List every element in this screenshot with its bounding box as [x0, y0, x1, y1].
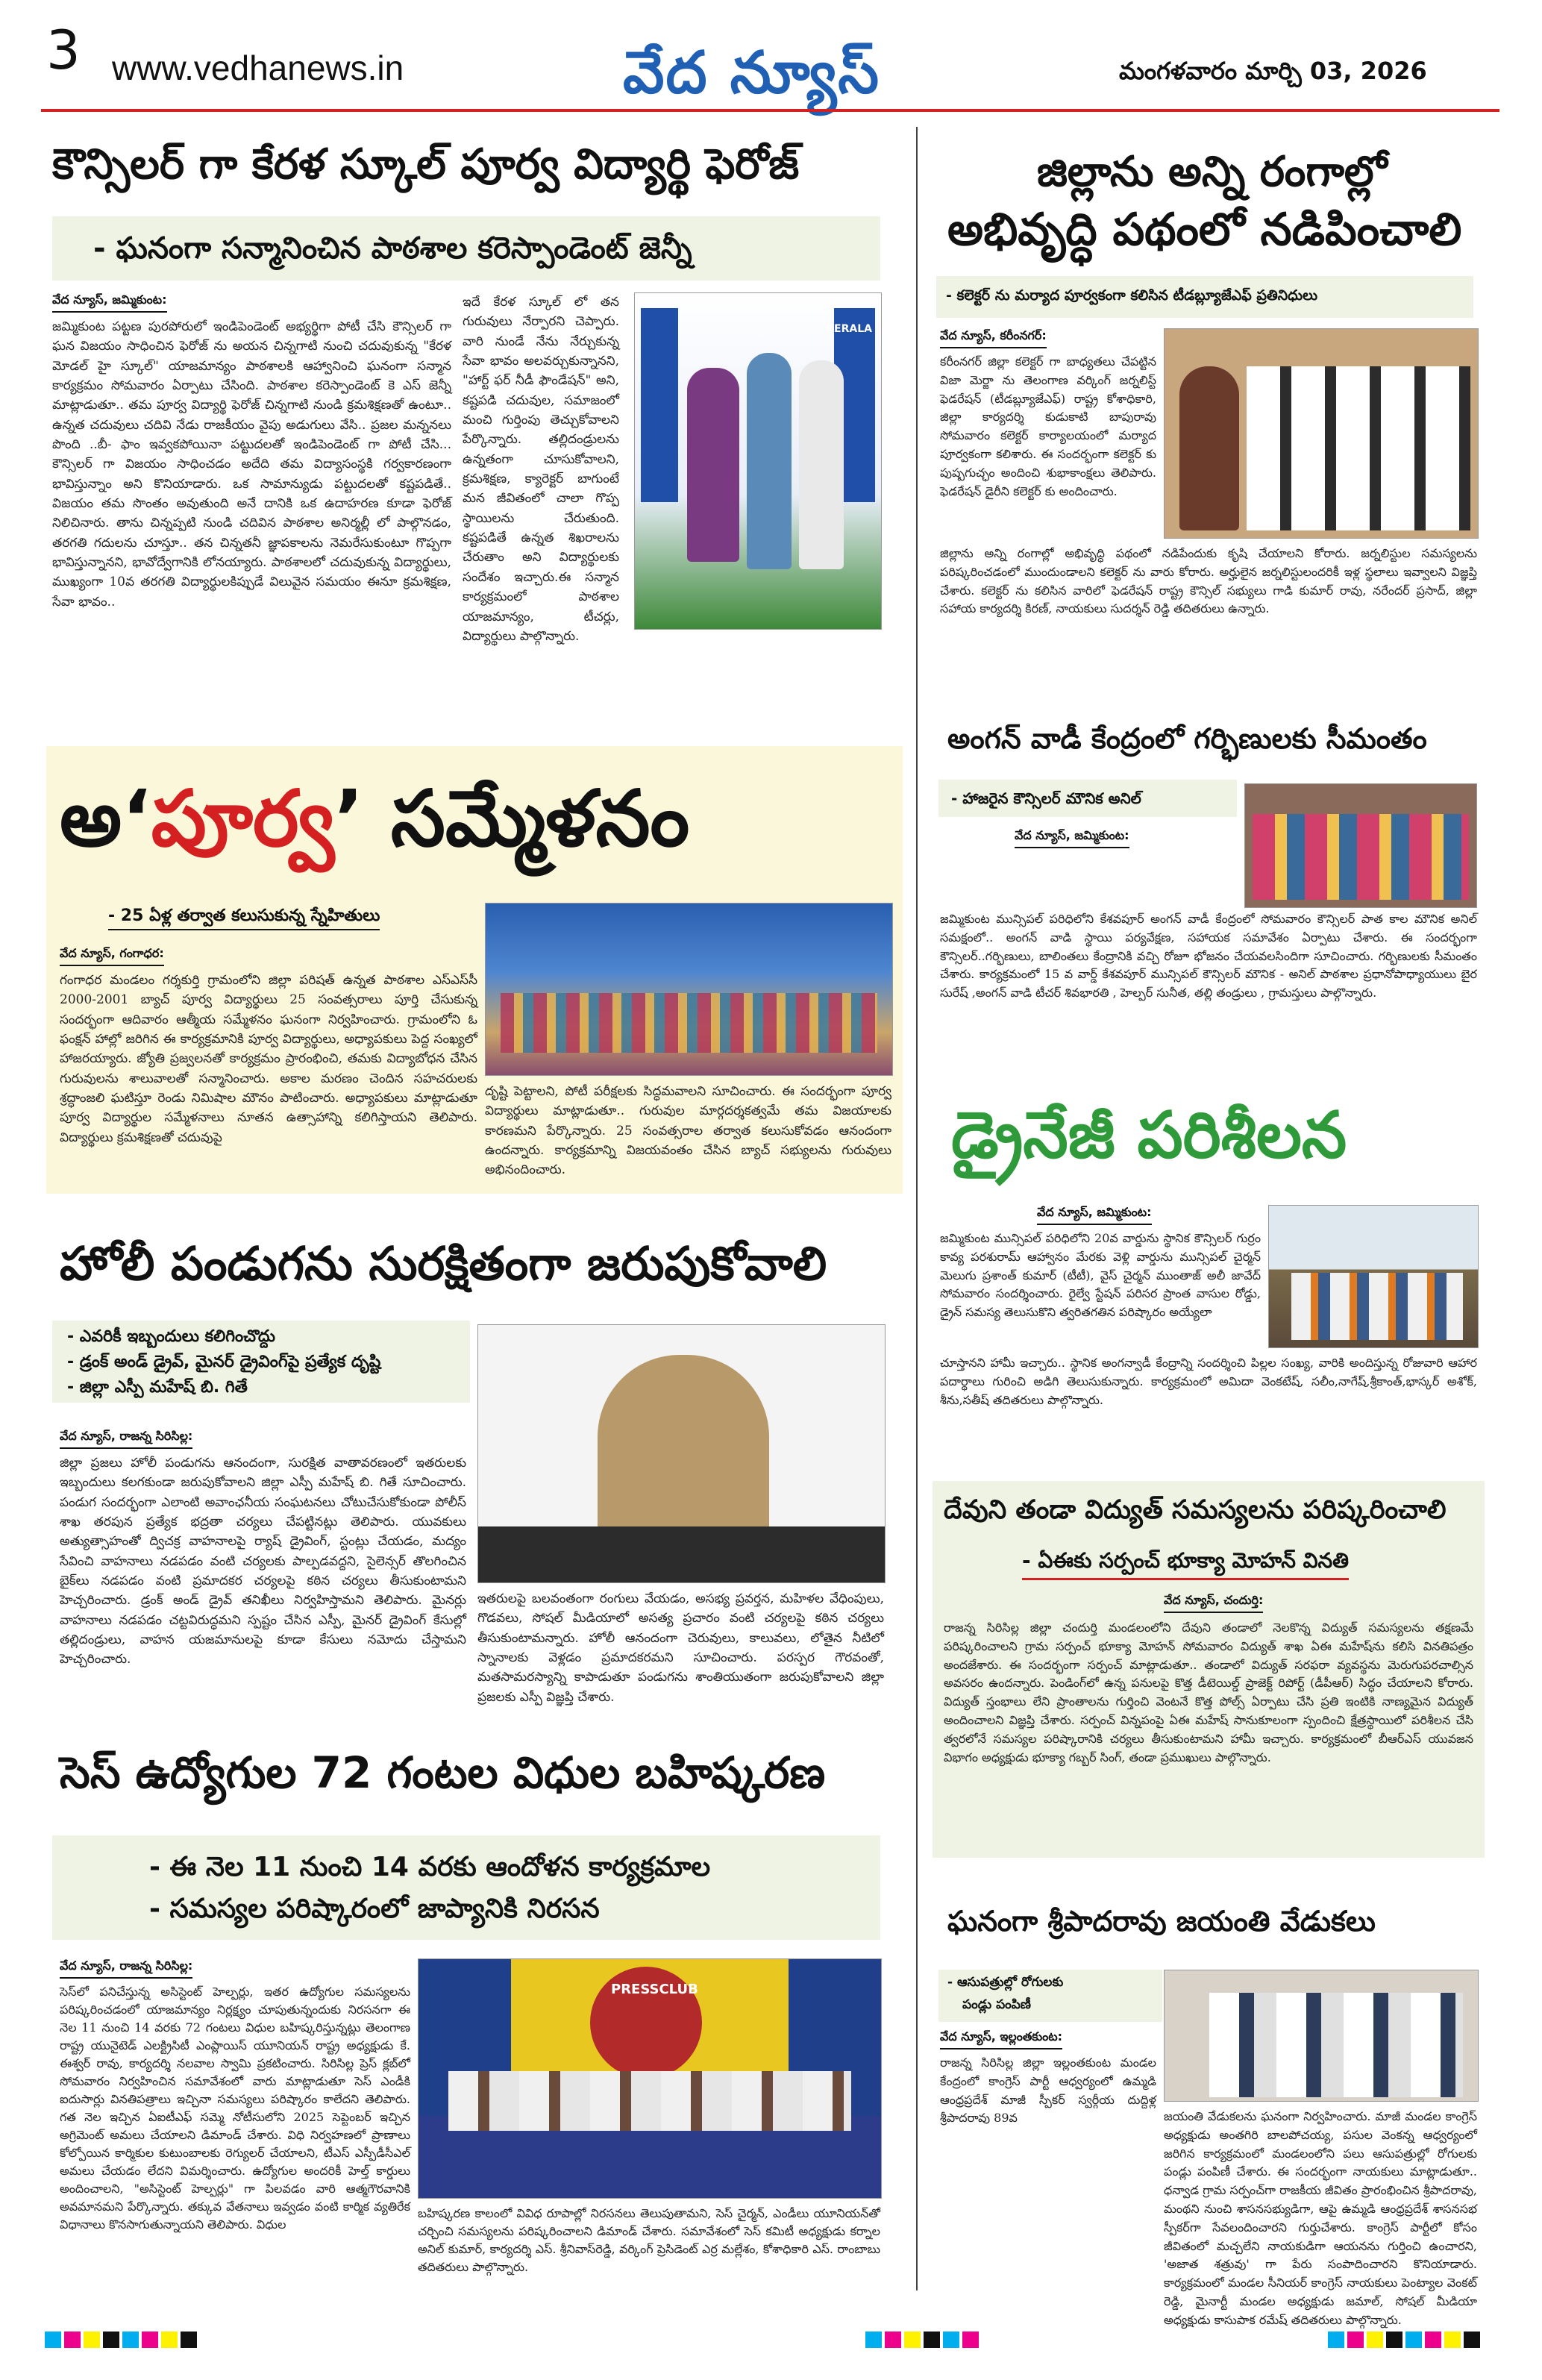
article3-bullet-2: - డ్రంక్ అండ్ డ్రైవ్, మైనర్ డ్రైవింగ్‌పై ప్రత్యేక దృష్టి: [67, 1353, 381, 1371]
article4-headline: సెస్ ఉద్యోగుల 72 గంటల విధుల బహిష్కరణ: [60, 1747, 826, 1798]
article9-subhead-line1: - ఆసుపత్రుల్లో రోగులకు: [947, 1975, 1064, 1990]
article4-bullet-2: - సమస్యల పరిష్కారంలో జాప్యానికి నిరసన: [149, 1894, 600, 1924]
person-right: [799, 360, 844, 569]
article9-photo: [1164, 1970, 1479, 2102]
article2-headline-post: సమ్మేళనం: [363, 773, 690, 864]
collector-figure: [1179, 366, 1239, 530]
article1-body: [52, 292, 451, 612]
article1-text-right: ఇదే కేరళ స్కూల్ లో తన గురువులు నేర్పారని చెప్పారు. వారి నుండే నేను నేర్చుకున్న సేవా భావం అలవర్చుకున్నానని, "హార్ట్ ఫర్ నీడీ ఫౌండేషన్" అని, కష్టపడి చదువుల, సమాజంలో మంచి గుర్తింపు తెచ్చుకోవాలని పేర్కొన్నారు. తల్లిదండ్రులను ఉన్నతంగా చూసుకోవాలని, క్రమశిక్షణ, క్యారెక్టర్ బాగుంటే మన జీవితంలో చాలా గొప్ప స్థాయిలను చేరుతుంది. కష్టపడితే ఉన్నత శిఖరాలను చేరుతాం అని విద్యార్థులకు సందేశం ఇచ్చారు.ఈ సన్మాన కార్యక్రమంలో పాఠశాల యాజమాన్యం, టీచర్లు, విద్యార్థులు పాల్గొన్నారు.: [463, 295, 619, 644]
article1-dateline: వేద న్యూస్, జమ్మికుంట:: [52, 292, 167, 313]
page-number: 3: [46, 19, 81, 81]
group-row: [501, 993, 877, 1053]
article4-bullet-1: - ఈ నెల 11 నుంచి 14 వరకు ఆందోళన కార్యక్రమాల: [149, 1852, 711, 1882]
issue-date: మంగళవారం మార్చి 03, 2026: [1119, 57, 1427, 85]
article4-dateline: వేద న్యూస్, రాజన్న సిరిసిల్ల:: [60, 1958, 192, 1979]
article7-dateline: వేద న్యూస్, జమ్మికుంట:: [1037, 1205, 1152, 1225]
article5-body: [940, 328, 1156, 501]
article6-headline: అంగన్ వాడీ కేంద్రంలో గర్భిణులకు సీమంతం: [947, 722, 1427, 755]
article3-body: [60, 1429, 466, 1670]
column-divider: [916, 127, 918, 2290]
article5-headline-line1: జిల్లాను అన్ని రంగాల్లో: [1037, 148, 1388, 196]
article2-headline-open-quote: ‘: [122, 773, 151, 864]
article1-text-left: జమ్మికుంట పట్టణ పురపోరులో ఇండిపెండెంట్ అభ్యర్థిగా పోటీ చేసి కౌన్సిలర్ గా ఘన విజయం సాధించిన ఫెరోజ్ ను అయన చిన్నగాటి నుంచి చదువుకున్న "కేరళ మోడల్ హై స్కూల్" యాజమాన్యం పాఠశాలకి ఆహ్వానించి ఘనంగా సన్మాన కార్యక్రమం సోమవారం ఏర్పాటు చేసింది. పాఠశాల కరెస్పాండెంట్ కె ఎస్ జెన్నీ మాట్లాడుతూ.. తమ పూర్వ విద్యార్థి ఫెరోజ్ చిన్నగాటి నుండి క్రమశిక్షణతో ఉంటూ.. ఉన్నత చదువులు చదివి నేడు రాజకీయం వైపు అడుగులు వేసి.. ప్రజల మన్ననలు పొంది ..బీ- ఫాం ఇవ్వకపోయినా పట్టుదలతో ఇండిపెండెంట్ గా పోటీ చేసి... కౌన్సిలర్ గా విజయం సాధించడం అదేది తమ విద్యాసంస్థకి గర్వకారణంగా భావిస్తున్నాం అని కొనియాడారు. ఒక సామాన్యుడు పట్టుదలతో కష్టపడితే.. విజయం తమ సొంతం అవుతుంది అనే దానికి ఒక ఉదాహరణ కూడా ఫెరోజ్ నిలిచినారు. తాను చిన్నప్పటి నుండి చదివిన పాఠశాల అనిర్మల్లీ లో పాల్గొనడం, తరగతి గదులను చూస్తూ.. తన చిన్నతనీ జ్ఞాపకాలను నెమరేసుకుంటూ గొప్పగా భావిస్తున్నానని, భావోద్వేగానికి లోనయ్యారు. పాఠశాలలో చదువుకున్న విద్యార్థులు, ముఖ్యంగా 10వ తరగతి విద్యార్థులకిప్పుడే విలువైన సమయం ఈనూ క్రమశిక్షణ, సేవా భావం..: [52, 319, 451, 610]
article9-headline: ఘనంగా శ్రీపాదరావు జయంతి వేడుకలు: [947, 1905, 1376, 1938]
person-woman: [687, 368, 739, 562]
article8-text: రాజన్న సిరిసిల్ల జిల్లా చందుర్తి మండలంలోని దేవుని తండాలో నెలకొన్న విద్యుత్ సమస్యలను తక్షణమే పరిష్కరించాలని గ్రామ సర్పంచ్ భూక్యా మోహన్ సోమవారం విద్యుత్ శాఖ ఏఈ మహేష్‌ను కలిసి వినతిపత్రం అందజేశారు. ఈ సందర్భంగా సర్పంచ్ మాట్లాడుతూ.. తండాలో విద్యుత్ సరఫరా వ్యవస్థను మెరుగుపరచాల్సిన అవసరం ఉందన్నారు. పెండింగ్‌లో ఉన్న పనులపై కొత్త డీటెయిల్డ్ ప్రాజెక్ట్ రిపోర్ట్ (డీపీఆర్) సిద్ధం చేయాలని కోరారు. విద్యుత్ స్తంభాలు లేని ప్రాంతాలను గుర్తించి వెంటనే కొత్త పోల్స్ ఏర్పాటు చేసి ప్రతి ఇంటికి నాణ్యమైన విద్యుత్ అందించాలని విజ్ఞప్తి చేశారు. సర్పంచ్ విన్నపంపై ఏఈ మహేష్ సానుకూలంగా స్పందించి క్షేత్రస్థాయిలో పరిశీలన చేసి త్వరలోనే సమస్యల పరిష్కారానికి చర్యలు తీసుకుంటామని హామీ ఇచ్చారు. కార్యక్రమంలో బీఆర్ఎస్ యువజన విభాగం అధ్యక్షుడు భూక్యా గబ్బర్ సింగ్, తండా ప్రముఖులు పాల్గొన్నారు.: [944, 1620, 1473, 1764]
article1-headline: కౌన్సిలర్ గా కేరళ స్కూల్ పూర్వ విద్యార్థి ఫెరోజ్: [52, 140, 800, 189]
article9-text-bottom: జయంతి వేడుకలను ఘనంగా నిర్వహించారు. మాజీ మండల కాంగ్రెస్ అధ్యక్షుడు అంతగిరి బాలపోచయ్య, పసుల వెంకన్న ఆధ్వర్యంలో జరిగిన కార్యక్రమంలో మండలంలోని పలు ఆసుపత్రుల్లో రోగులకు పండ్లు పంపిణీ చేశారు. ఈ సందర్భంగా నాయకులు మాట్లాడుతూ.. ధన్వాడ గ్రామ సర్పంచ్‌గా రాజకీయ జీవితం ప్రారంభించిన శ్రీపాదరావు, మంథని నుంచి శాసనసభ్యుడిగా, ఆపై ఉమ్మడి ఆంధ్రప్రదేశ్ శాసనసభ స్పీకర్‌గా సేవలందించారని గుర్తుచేశారు. కాంగ్రెస్ పార్టీలో కోసం జీవితంలో మచ్చలేని నాయకుడిగా ఆయనను గుర్తించి ఉంచారని, 'అజాత శత్రువు' గా పేరు సంపాదించారని కొనియాడారు. కార్యక్రమంలో మండల సీనియర్ కాంగ్రెస్ నాయకులు పెంట్యాల వెంకట్ రెడ్డి, మైనార్టీ మండల అధ్యక్షుడు జమాల్, సోషల్ మీడియా అధ్యక్షుడు కాసుపాక రమేష్ తదితరులు పాల్గొన్నారు.: [1164, 2109, 1477, 2327]
print-color-bar-center: [865, 2332, 982, 2351]
article3-dateline: వేద న్యూస్, రాజన్న సిరిసిల్ల:: [60, 1429, 192, 1449]
article4-bullets: [149, 1847, 710, 1930]
masthead-rule: [41, 109, 1499, 112]
article2-subhead: - 25 ఏళ్ల తర్వాత కలుసుకున్న స్నేహితులు: [108, 906, 380, 930]
print-color-bar-left: [45, 2332, 200, 2351]
article3-text-left: జిల్లా ప్రజలు హోలీ పండుగను ఆనందంగా, సురక్షిత వాతావరణంలో ఇతరులకు ఇబ్బందులు కలగకుండా జరుపుకోవాలని జిల్లా ఎస్పీ మహేష్ బి. గితే సూచించారు. పండుగ సందర్భంగా ఎలాంటి అవాంఛనీయ సంఘటనలు చోటుచేసుకోకుండా పోలీస్ శాఖ తరపున ప్రత్యేక భద్రతా చర్యలు చేపట్టినట్లు తెలిపారు. యువకులు అత్యుత్సాహంతో ద్విచక్ర వాహనాలపై ర్యాష్ డ్రైవింగ్, స్టంట్లు చేయడం, మద్యం సేవించి వాహనాలు నడపడం వంటి చర్యలకు పాల్పడవద్దని, సైలెన్సర్ తొలగించిన బైక్‌లు నడపడం వంటి ప్రమాదకర చర్యలపై కఠిన చర్యలు తీసుకుంటామని హెచ్చరించారు. డ్రంక్ అండ్ డ్రైవ్ తనిఖీలు నిర్వహిస్తామని తెలిపారు. మైనర్లు వాహనాలు నడపడం చట్టవిరుద్ధమని స్పష్టం చేసిన ఎస్పీ, మైనర్ డ్రైవింగ్ కేసుల్లో తల్లిదండ్రులు, వాహన యజమానులపై కూడా కేసులు నమోదు చేస్తామని హెచ్చరించారు.: [60, 1456, 466, 1667]
article4-body: [60, 1958, 410, 2234]
article7-photo: [1268, 1205, 1479, 1348]
article2-headline-red: పూర్వ: [151, 773, 335, 864]
article9-dateline: వేద న్యూస్, ఇల్లంతకుంట:: [940, 2029, 1062, 2049]
delegation-figures: [1247, 366, 1470, 530]
article2-headline-pre: అ: [60, 773, 122, 864]
article5-text-left: కరీంనగర్ జిల్లా కలెక్టర్ గా బాధ్యతలు చేపట్టిన విజా మెర్జా ను తెలంగాణ వర్కింగ్ జర్నలిస్ట్ ఫెడరేషన్ (టీడబ్ల్యూజేఎఫ్) రాష్ట్ర కోశాధికారి, జిల్లా కార్యదర్శి కుడుకాటి బాపురావు సోమవారం కలెక్టర్ కార్యాలయంలో మర్యాద పూర్వకంగా కలిశారు. ఈ సందర్భంగా కలెక్టర్ కు పుష్పగుచ్ఛం అందించి శుభాకాంక్షలు తెలిపారు. ఫెడరేషన్ డైరీని కలెక్టర్ కు అందించారు.: [940, 354, 1156, 498]
article2-headline: [60, 773, 690, 864]
article5-photo: [1164, 328, 1479, 539]
article3-text-bottom: ఇతరులపై బలవంతంగా రంగులు వేయడం, అసభ్య ప్రవర్తన, మహిళల వేధింపులు, గొడవలు, సోషల్ మీడియాలో అసత్య ప్రచారం వంటి చర్యలపై కఠిన చర్యలు తీసుకుంటామన్నారు. హోలీ ఆనందంగా చెరువులు, కాలువలు, లోతైన నీటిలో స్నానాలకు వెళ్లడం ప్రమాదకరమని సూచించారు. పరస్పర గౌరవంతో, మతసామరస్యాన్ని కాపాడుతూ పండుగను శాంతియుతంగా జరుపుకోవాలని జిల్లా ప్రజలకు ఎస్పీ విజ్ఞప్తి చేశారు.: [477, 1591, 884, 1705]
article2-dateline: వేద న్యూస్, గంగాధర:: [60, 946, 164, 966]
article5-dateline: వేద న్యూస్, కరీంనగర్:: [940, 328, 1047, 348]
hospital-visitors: [1209, 1993, 1463, 2097]
article3-headline: హోలీ పండుగను సురక్షితంగా జరుపుకోవాలి: [60, 1236, 827, 1291]
article5-subhead: - కలెక్టర్ ను మర్యాద పూర్వకంగా కలిసిన టీడబ్ల్యూజేఎఫ్ ప్రతినిధులు: [946, 287, 1318, 304]
article5-headline-line2: అభివృద్ధి పథంలో నడిపించాలి: [947, 204, 1462, 256]
article2-headline-close-quote: ’: [334, 773, 364, 864]
kerala-banner-text: KERALA: [826, 323, 872, 335]
article4-text-left: సెస్‌లో పనిచేస్తున్న అసిస్టెంట్ హెల్పర్లు, ఇతర ఉద్యోగుల సమస్యలను పరిష్కరించడంలో యాజమాన్యం నిర్లక్ష్యం చూపుతున్నందుకు నిరసనగా ఈ నెల 11 నుంచి 14 వరకు 72 గంటలు విధుల బహిష్కరిస్తున్నట్లు తెలంగాణ రాష్ట్ర యునైటెడ్ ఎలక్ట్రిసిటీ ఎంప్లాయిస్ యూనియన్ రాష్ట్ర అధ్యక్షుడు కే. ఈశ్వర్ రావు, కార్యదర్శి నలవాల స్వామి ప్రకటించారు. సిరిసిల్ల ప్రెస్ క్లబ్‌లో సోమవారం నిర్వహించిన సమావేశంలో వారు మాట్లాడుతూ సెస్ ఎండీకి ఐదుసార్లు వినతిపత్రాలు ఇచ్చినా సమస్యలు పరిష్కారం కాలేదని తెలిపారు. గత నెల ఇచ్చిన ఏఐటీఎఫ్ సమ్మె నోటీసులోని 2025 సెప్టెంబర్ ఇచ్చిన అగ్రిమెంట్ అమలు చేయాలని డిమాండ్ చేశారు. విధి నిర్వహణలో ప్రాణాలు కోల్పోయిన కార్మికుల కుటుంబాలకు రెగ్యులర్ చేయాలని, టీఎస్ ఎస్పీడీసీఎల్ అమలు చేయడం లేదని విమర్శించారు. ఉద్యోగుల అందరికీ హెల్త్ కార్డులు అందించాలని, "అసిస్టెంట్ హెల్పర్లు" గా పిలవడం వారి ఆత్మగౌరవానికి అవమానమని పేర్కొన్నారు. తక్కువ వేతనాలు ఇవ్వడం వంటి కార్మిక వ్యతిరేక విధానాలు కొనసాగుతున్నాయని తెలిపారు. విధుల: [60, 1985, 410, 2232]
drainage-people: [1291, 1273, 1463, 1340]
article5-text-bottom: జిల్లాను అన్ని రంగాల్లో అభివృద్ధి పథంలో నడిపేందుకు కృషి చేయాలని కోరారు. జర్నలిస్టుల సమస్యలను పరిష్కరించడంలో ముందుండాలని కలెక్టర్ ను వారు కోరారు. అర్హులైన జర్నలిస్టులందరికీ ఇళ్ల స్థలాలు ఇవ్వాలని విజ్ఞప్తి చేశారు. కలెక్టర్ ను కలిసిన వారిలో ఫెడరేషన్ రాష్ట్ర కౌన్సిల్ సభ్యులు గాడి కుమార్ రావు, నరేందర్ ప్రసాద్, జిల్లా సహాయ కార్యదర్శి కిరణ్, నాయకులు సుదర్శన్ రెడ్డి తదితరులు ఉన్నారు.: [940, 546, 1477, 616]
article8-subhead: - ఏఈకు సర్పంచ్ భూక్యా మోహన్ వినతి: [1022, 1548, 1349, 1580]
person-center: [747, 353, 792, 569]
pressclub-text: PRESSCLUB: [611, 1982, 698, 1997]
print-color-bar-right: [1328, 2332, 1483, 2351]
article8-dateline: వేద న్యూస్, చందుర్తి:: [1164, 1593, 1263, 1613]
article9-subhead-line2: పండ్లు పంపిణీ: [962, 1997, 1031, 2012]
article3-bullets: [67, 1324, 470, 1400]
article6-subhead: - హాజరైన కౌన్సిలర్ మౌనిక అనిల్: [951, 789, 1141, 807]
article8-headline: దేవుని తండా విద్యుత్ సమస్యలను పరిష్కరించాలి: [944, 1495, 1447, 1525]
article7-body: [940, 1205, 1261, 1322]
article3-bullet-1: - ఎవరికీ ఇబ్బందులు కలిగించొద్దు: [67, 1327, 276, 1346]
article7-text-bottom: చూస్తానని హామీ ఇచ్చారు.. స్థానిక అంగన్వాడీ కేంద్రాన్ని సందర్శించి పిల్లల సంఖ్య, వారికి అందిస్తున్న రోజువారి ఆహార పదార్థాలు గురించి అడిగి తెలుసుకున్నారు. కార్యక్రమంలో అమిదా వెంకటేష్, సలీం,నాగేష్,శ్రీకాంత్,భాస్కర్ అశోక్, శీను,సతీష్ తదితరులు పాల్గొన్నారు.: [940, 1356, 1477, 1407]
kerala-banner-left: [641, 308, 678, 502]
article2-text-left: గంగాధర మండలం గర్శకుర్తి గ్రామంలోని జిల్లా పరిషత్ ఉన్నత పాఠశాల ఎస్ఎస్‌సీ 2000-2001 బ్యాచ్ పూర్వ విద్యార్థులు 25 సంవత్సరాలు పూర్తి చేసుకున్న సందర్భంగా ఆదివారం ఆత్మీయ సమ్మేళనం ఘనంగా నిర్వహించారు. గ్రామంలోని ఓ ఫంక్షన్ హాల్లో జరిగిన ఈ కార్యక్రమానికి పూర్వ విద్యార్థులు, అధ్యాపకులు పెద్ద సంఖ్యలో హాజరయ్యారు. జ్యోతి ప్రజ్వలనతో కార్యక్రమం ప్రారంభించి, తమకు విద్యాబోధన చేసిన గురువులను శాలువాలతో సన్మానించారు. అకాల మరణం చెందిన సహచరులకు శ్రద్ధాంజలి ఘటిస్తూ రెండు నిమిషాల మౌనం పాటించారు. అధ్యాపకులు మాట్లాడుతూ పూర్వ విద్యార్థుల సమ్మేళనాలు నూతన ఉత్సాహాన్ని కలిగిస్తాయని తెలిపారు. విద్యార్థులు క్రమశిక్షణతో చదువుపై: [60, 973, 477, 1145]
article7-text-left: జమ్మికుంట మున్సిపల్ పరిధిలోని 20వ వార్డును స్థానిక కౌన్సిలర్ గుర్రం కావ్య పరశురామ్ ఆహ్వానం మేరకు వెళ్లి వార్డును మున్సిపల్ చైర్మన్ మెలుగు ప్రశాంత్ కుమార్ (టీటీ), వైస్ చైర్మన్ ముంతాజ్ అలీ జావేద్ సోమవారం సందర్శించారు. రైల్వే స్టేషన్ పరిసర ప్రాంత వాసుల రోడ్డు, డ్రైన్ సమస్య తెలుసుకొని త్వరితగతిన పరిష్కారం అయ్యేలా: [940, 1231, 1261, 1320]
officer-desk: [478, 1526, 885, 1582]
article1-subhead: - ఘనంగా సన్మానించిన పాఠశాల కరెస్పాండెంట్ జెన్నీ: [93, 231, 692, 266]
article9-body: [940, 2029, 1156, 2128]
press-people: [448, 2071, 851, 2131]
article3-photo: [477, 1324, 886, 1583]
website-url[interactable]: www.vedhanews.in: [112, 48, 404, 87]
article4-photo: [418, 1958, 882, 2199]
article6-text: జమ్మికుంట మున్సిపల్ పరిధిలోని కేశవపూర్ అంగన్ వాడీ కేంద్రంలో సోమవారం కౌన్సిలర్ పాత కాల మౌనిక అనిల్ సమక్షంలో.. అంగన్ వాడి స్థాయి పర్యవేక్షణ, సహాయక సమావేశం ఏర్పాటు చేశారు. ఈ సందర్భంగా కౌన్సిలర్..గర్భిణులు, బాలింతలు కేంద్రానికి వచ్చి రోజూ భోజనం చేయవలసిందిగా సూచించారు. గర్భిణులకు సీమంతం చేశారు. కార్యక్రమంలో 15 వ వార్డ్ కేశవపూర్ మున్సిపల్ కౌన్సిలర్ మౌనిక - అనిల్ పాఠశాల ప్రధానోపాధ్యాయులు బైర సురేష్ ,అంగన్ వాడి టీచర్ శివభారతి , హెల్పర్ సునీత, తల్లి తండ్రులు , గ్రామస్తులు పాల్గొన్నారు.: [940, 912, 1477, 1000]
article2-photo: [485, 903, 893, 1076]
officer-figure: [598, 1355, 769, 1534]
article4-text-bottom: బహిష్కరణ కాలంలో వివిధ రూపాల్లో నిరసనలు తెలుపుతామని, సెస్ చైర్మన్, ఎండీలు యూనియన్‌తో చర్చించి సమస్యలను పరిష్కరించాలని డిమాండ్ చేశారు. సమావేశంలో సెస్ కమిటీ అధ్యక్షుడు కర్నాల అనిల్ కుమార్, కార్యదర్శి ఎస్. శ్రీనివాస్‌రెడ్డి, వర్కింగ్ ప్రెసిడెంట్ ఎర్ర మల్లేశం, కోశాధికారి ఎస్. రాంబాబు తదితరులు పాల్గొన్నారు.: [418, 2206, 880, 2274]
article7-headline: డ్రైనేజీ పరిశీలన: [951, 1098, 1347, 1173]
article2-body: [60, 946, 477, 1147]
masthead-logo: వేద న్యూస్: [623, 40, 881, 107]
article6-dateline: వేద న్యూస్, జమ్మికుంట:: [1015, 828, 1129, 848]
article1-photo: [634, 292, 882, 630]
article2-text-bottom: దృష్టి పెట్టాలని, పోటీ పరీక్షలకు సిద్ధమవాలని సూచించారు. ఈ సందర్భంగా పూర్వ విద్యార్థులు మాట్లాడుతూ.. గురువుల మార్గదర్శకత్వమే తమ విజయాలకు కారణమని పేర్కొన్నారు. 25 సంవత్సరాల తర్వాత కలుసుకోవడం ఆనందంగా ఉందన్నారు. కార్యక్రమాన్ని విజయవంతం చేసిన బ్యాచ్ సభ్యులను గురువులు అభినందించారు.: [485, 1084, 891, 1178]
article3-bullet-3: - జిల్లా ఎస్పీ మహేష్ బి. గితే: [67, 1378, 248, 1397]
article9-text-left: రాజన్న సిరిసిల్ల జిల్లా ఇల్లంతకుంట మండల కేంద్రంలో కాంగ్రెస్ పార్టీ ఆధ్వర్యంలో ఉమ్మడి ఆంధ్రప్రదేశ్ మాజీ స్పీకర్ స్వర్గీయ దుద్దిళ్ల శ్రీపాదరావు 89వ: [940, 2055, 1156, 2126]
